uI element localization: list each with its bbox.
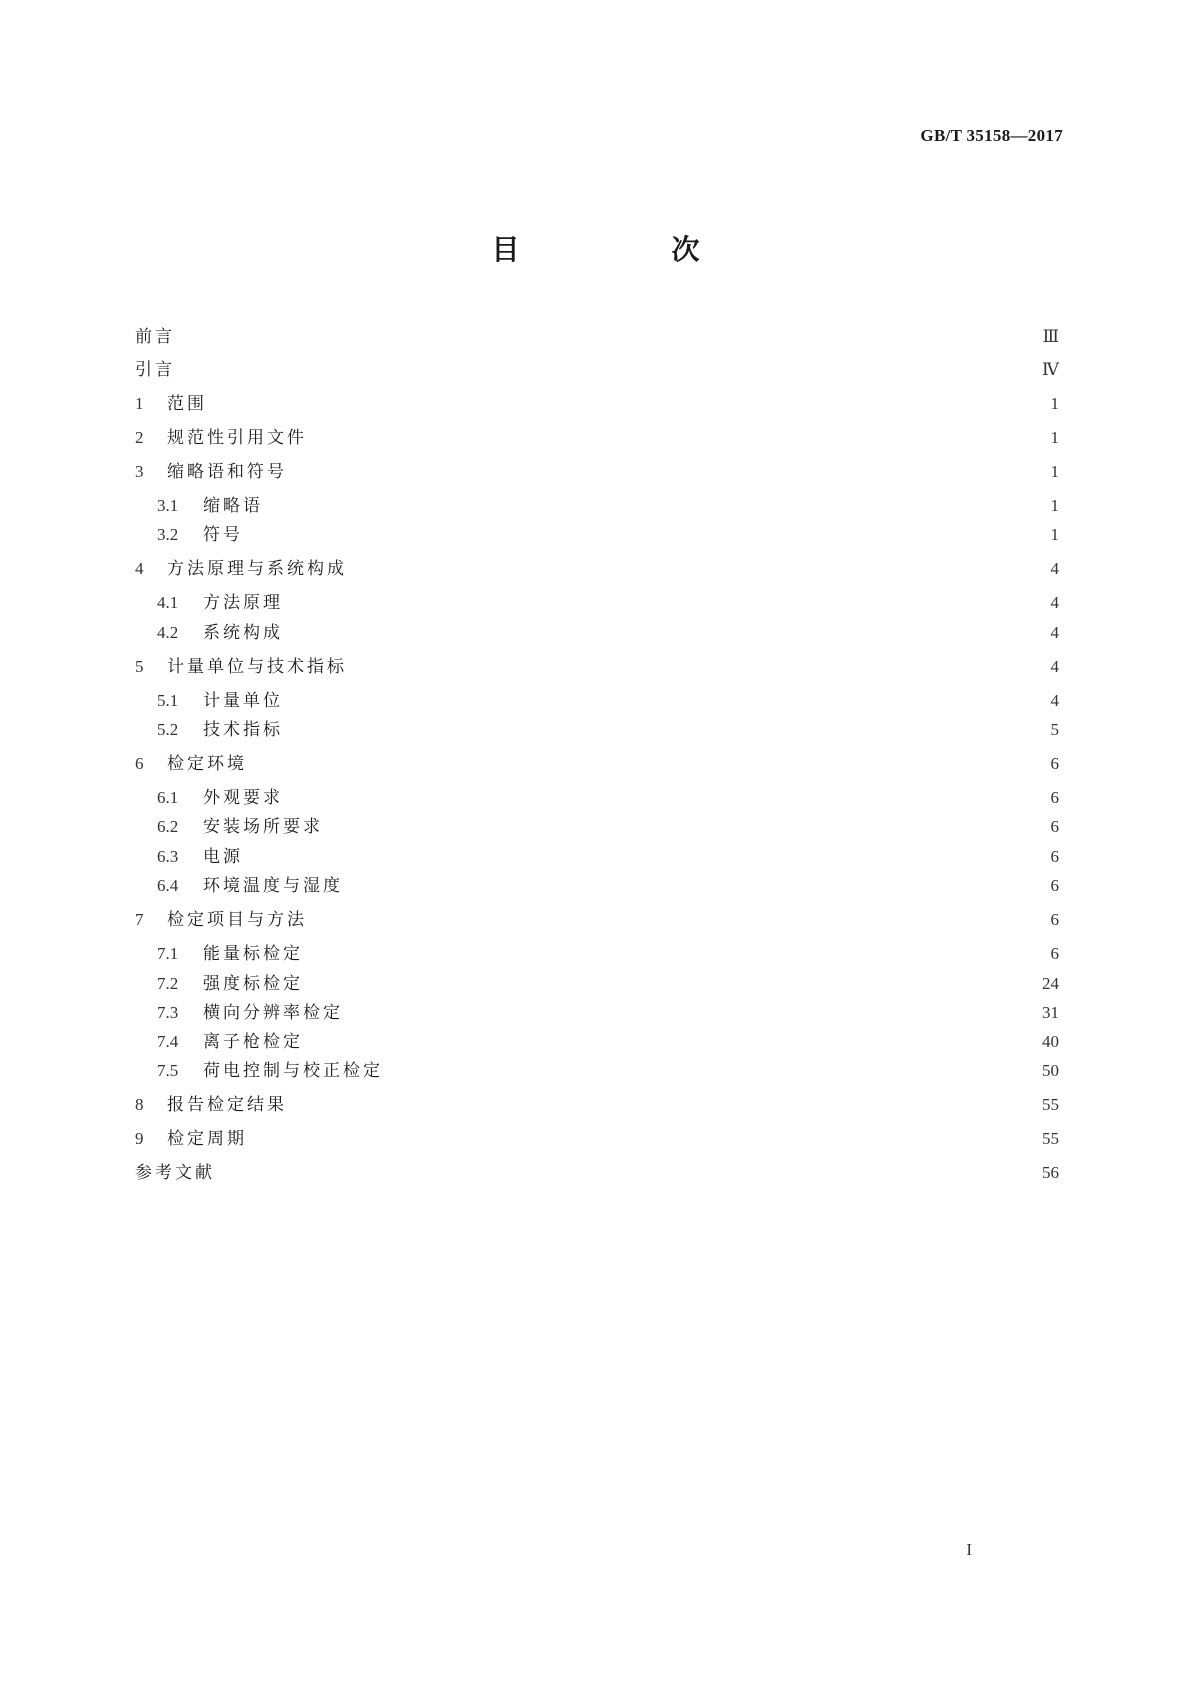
dot-leader: [309, 972, 1036, 996]
toc-entry-page: 1: [1050, 525, 1059, 544]
toc-entry[interactable]: [135, 494, 1059, 518]
toc-entry-page: 40: [1042, 1032, 1059, 1051]
toc-entry[interactable]: [135, 325, 1059, 349]
toc-entry[interactable]: [135, 392, 1059, 416]
dot-leader: [249, 523, 1043, 547]
toc-entry-page: 6: [1050, 876, 1059, 895]
toc-entry-number: 5.2: [157, 720, 179, 739]
toc-entry-number: 3.1: [157, 496, 179, 515]
toc-entry-label: 引言: [135, 360, 175, 380]
toc-entry-page: 24: [1042, 974, 1059, 993]
toc-entry-label: 系统构成: [203, 623, 283, 643]
page-number: I: [966, 1540, 972, 1559]
toc-entry-label: 计量单位: [203, 691, 283, 711]
toc-entry-page: 1: [1050, 394, 1059, 413]
toc-entry-label: 横向分辨率检定: [203, 1003, 343, 1023]
toc-entry-page: 56: [1042, 1163, 1059, 1182]
toc-entry[interactable]: [135, 718, 1059, 742]
toc-entry-page: 6: [1050, 817, 1059, 836]
toc-entry-label: 范围: [167, 394, 207, 414]
toc-entry[interactable]: [135, 1001, 1059, 1025]
toc-entry-label: 技术指标: [203, 720, 283, 740]
toc-entry-number: 7: [135, 910, 144, 929]
toc-entry-label: 缩略语: [203, 496, 263, 516]
toc-entry-label: 方法原理与系统构成: [167, 559, 347, 579]
toc-entry-page: 50: [1042, 1061, 1059, 1080]
toc-entry-label: 检定项目与方法: [167, 910, 307, 930]
toc-entry-label: 能量标检定: [203, 944, 303, 964]
toc-entry-page: 1: [1050, 496, 1059, 515]
toc-entry[interactable]: [135, 752, 1059, 776]
dot-leader: [221, 1161, 1036, 1185]
toc-entry[interactable]: [135, 655, 1059, 679]
toc-entry[interactable]: [135, 689, 1059, 713]
toc-entry[interactable]: [135, 591, 1059, 615]
dot-leader: [181, 325, 1037, 349]
toc-entry-page: 4: [1050, 691, 1059, 710]
toc-entry-number: 6.3: [157, 847, 179, 866]
toc-entry-number: 8: [135, 1095, 144, 1114]
toc-entry-page: 31: [1042, 1003, 1059, 1022]
toc-entry[interactable]: [135, 874, 1059, 898]
toc-entry-number: 6.1: [157, 788, 179, 807]
toc-entry[interactable]: [135, 426, 1059, 450]
toc-entry-number: 3: [135, 462, 144, 481]
dot-leader: [213, 392, 1043, 416]
toc-entry[interactable]: [135, 1059, 1059, 1083]
dot-leader: [289, 786, 1043, 810]
toc-entry[interactable]: [135, 460, 1059, 484]
dot-leader: [313, 908, 1043, 932]
toc-entry[interactable]: [135, 815, 1059, 839]
toc-entry-number: 6.2: [157, 817, 179, 836]
toc-entry-label: 外观要求: [203, 788, 283, 808]
toc-entry-label: 检定环境: [167, 754, 247, 774]
toc-entry-label: 安装场所要求: [203, 817, 323, 837]
toc-entry[interactable]: [135, 1161, 1059, 1185]
toc-entry-number: 4: [135, 559, 144, 578]
dot-leader: [329, 815, 1043, 839]
toc-entry-page: 4: [1050, 657, 1059, 676]
toc-entry-label: 检定周期: [167, 1129, 247, 1149]
dot-leader: [181, 358, 1036, 382]
dot-leader: [293, 460, 1043, 484]
toc-entry[interactable]: [135, 557, 1059, 581]
toc-entry-label: 方法原理: [203, 593, 283, 613]
dot-leader: [289, 718, 1043, 742]
toc-entry[interactable]: [135, 523, 1059, 547]
toc-entry-label: 缩略语和符号: [167, 462, 287, 482]
dot-leader: [289, 621, 1043, 645]
toc-entry-label: 环境温度与湿度: [203, 876, 343, 896]
toc-entry-page: 1: [1050, 462, 1059, 481]
dot-leader: [349, 874, 1043, 898]
toc-entry-number: 7.4: [157, 1032, 179, 1051]
toc-entry-label: 符号: [203, 525, 243, 545]
toc-entry-label: 前言: [135, 327, 175, 347]
dot-leader: [289, 591, 1043, 615]
toc-entry-label: 参考文献: [135, 1163, 215, 1183]
toc-entry-label: 报告检定结果: [167, 1095, 287, 1115]
toc-entry[interactable]: [135, 786, 1059, 810]
toc-entry-label: 规范性引用文件: [167, 428, 307, 448]
toc-entry-page: 4: [1050, 559, 1059, 578]
toc-entry-number: 3.2: [157, 525, 179, 544]
dot-leader: [353, 655, 1043, 679]
toc-entry-number: 6.4: [157, 876, 179, 895]
toc-entry-page: 6: [1050, 944, 1059, 963]
toc-entry-number: 6: [135, 754, 144, 773]
dot-leader: [249, 845, 1043, 869]
toc-title: 目 次: [491, 233, 762, 266]
toc-entry-label: 离子枪检定: [203, 1032, 303, 1052]
toc-entry-page: 1: [1050, 428, 1059, 447]
toc-entry-page: 6: [1050, 788, 1059, 807]
toc-entry[interactable]: [135, 358, 1059, 382]
toc-entry[interactable]: [135, 1127, 1059, 1151]
toc-entry[interactable]: [135, 621, 1059, 645]
toc-entry-label: 荷电控制与校正检定: [203, 1061, 383, 1081]
dot-leader: [389, 1059, 1036, 1083]
toc-entry-number: 5.1: [157, 691, 179, 710]
standard-number: GB/T 35158—2017: [920, 126, 1063, 145]
toc-entry-number: 7.5: [157, 1061, 179, 1080]
toc-entry-page: 4: [1050, 593, 1059, 612]
toc-entry-number: 1: [135, 394, 144, 413]
dot-leader: [293, 1093, 1036, 1117]
toc-entry[interactable]: [135, 942, 1059, 966]
toc-entry-page: Ⅳ: [1042, 360, 1059, 379]
toc-entry-page: 55: [1042, 1095, 1059, 1114]
toc-entry-number: 2: [135, 428, 144, 447]
dot-leader: [309, 1030, 1036, 1054]
toc-entry[interactable]: [135, 845, 1059, 869]
toc-entry[interactable]: [135, 1093, 1059, 1117]
toc-entry-page: Ⅲ: [1042, 327, 1059, 346]
toc-entry-number: 9: [135, 1129, 144, 1148]
dot-leader: [353, 557, 1043, 581]
toc-entry-label: 计量单位与技术指标: [167, 657, 347, 677]
toc-entry-number: 7.2: [157, 974, 179, 993]
toc-entry-label: 电源: [203, 847, 243, 867]
toc-entry[interactable]: [135, 1030, 1059, 1054]
toc-entry[interactable]: [135, 972, 1059, 996]
dot-leader: [253, 752, 1043, 776]
toc-entry-page: 6: [1050, 754, 1059, 773]
toc-entry-number: 5: [135, 657, 144, 676]
toc-entry-number: 4.2: [157, 623, 179, 642]
toc-entry-page: 4: [1050, 623, 1059, 642]
toc-entry-page: 6: [1050, 847, 1059, 866]
dot-leader: [313, 426, 1043, 450]
toc-entry-number: 7.1: [157, 944, 179, 963]
toc-entry-label: 强度标检定: [203, 974, 303, 994]
toc-entry-number: 7.3: [157, 1003, 179, 1022]
toc-entry-number: 4.1: [157, 593, 179, 612]
dot-leader: [253, 1127, 1036, 1151]
dot-leader: [349, 1001, 1036, 1025]
dot-leader: [289, 689, 1043, 713]
toc-entry-page: 5: [1050, 720, 1059, 739]
dot-leader: [269, 494, 1043, 518]
toc-entry[interactable]: [135, 908, 1059, 932]
toc-entry-page: 55: [1042, 1129, 1059, 1148]
dot-leader: [309, 942, 1043, 966]
toc-entry-page: 6: [1050, 910, 1059, 929]
